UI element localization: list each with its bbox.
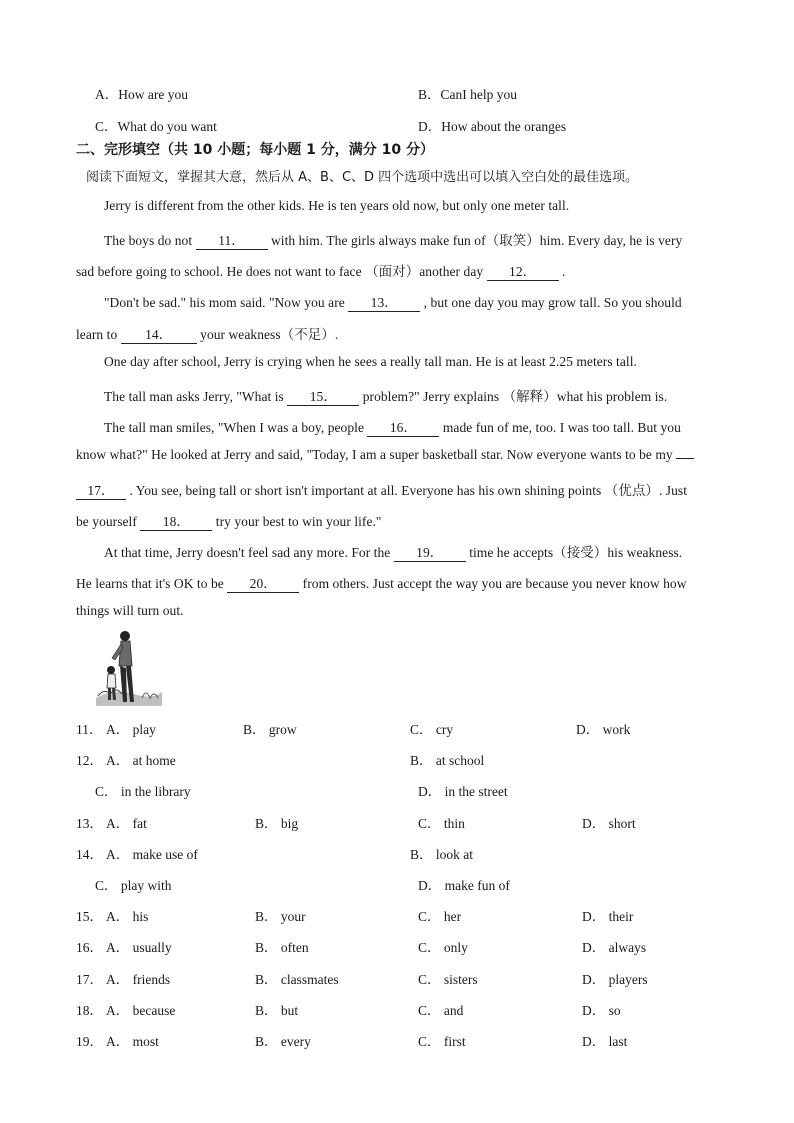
text: know what?" He looked at Jerry and said, "Today, I am a super basketball star. Now everyone wants to be my bbox=[76, 447, 673, 462]
question-number: 11． bbox=[76, 722, 103, 737]
passage-p2-line1 bbox=[104, 229, 682, 250]
choice-a: A． make use of bbox=[106, 846, 198, 862]
blank-18: 18． bbox=[140, 510, 212, 531]
blank-17-start bbox=[676, 458, 694, 459]
text: be yourself bbox=[76, 514, 137, 529]
choice-d: D． make fun of bbox=[418, 878, 510, 893]
option-c: C．What do you want bbox=[95, 119, 217, 134]
choice-c: C． sisters bbox=[418, 971, 478, 987]
choice-b: B． grow bbox=[243, 722, 297, 737]
text: try your best to win your life." bbox=[215, 514, 382, 529]
text: . bbox=[562, 264, 566, 279]
blank-15: 15． bbox=[287, 385, 359, 406]
option-b: B．CanI help you bbox=[418, 87, 517, 102]
text: At that time, Jerry doesn't feel sad any more. For the bbox=[104, 545, 391, 560]
text: . You see, being tall or short isn't important at all. Everyone has his own shining points （优点）. Just bbox=[129, 483, 688, 498]
text: "Don't be sad." his mom said. "Now you are bbox=[104, 295, 345, 310]
blank-16: 16． bbox=[367, 416, 439, 437]
passage-p4: One day after school, Jerry is crying when he sees a really tall man. He is at least 2.25 meters tall. bbox=[104, 354, 637, 369]
choice-b: B． often bbox=[255, 940, 309, 956]
illustration-svg bbox=[94, 628, 164, 708]
text: made fun of me, too. I was too tall. But you bbox=[442, 420, 681, 435]
passage-p1: Jerry is different from the other kids. He is ten years old now, but only one meter tall. bbox=[104, 198, 570, 213]
text: He learns that it's OK to be bbox=[76, 576, 224, 591]
choice-b: B． at school bbox=[410, 753, 485, 769]
passage-p7-line2 bbox=[76, 572, 687, 593]
choice-d: D． work bbox=[576, 722, 631, 737]
blank-12: 12． bbox=[487, 260, 559, 281]
question-number: 17． bbox=[76, 971, 103, 987]
choice-b: B． look at bbox=[410, 846, 473, 862]
text: from others. Just accept the way you are because you never know how bbox=[302, 576, 687, 591]
question-number: 18． bbox=[76, 1002, 103, 1018]
text: The tall man smiles, "When I was a boy, people bbox=[104, 420, 364, 435]
passage-p6-line2 bbox=[76, 447, 694, 463]
passage-p6-line1 bbox=[104, 416, 681, 437]
choice-c: C． play with bbox=[95, 878, 172, 893]
passage-p7-line3: things will turn out. bbox=[76, 603, 184, 618]
question-number: 19． bbox=[76, 1034, 103, 1049]
choice-c: C． only bbox=[418, 940, 468, 956]
text: The boys do not bbox=[104, 233, 193, 248]
section-instruction: 阅读下面短文，掌握其大意，然后从 A、B、C、D 四个选项中选出可以填入空白处的最佳选项。 bbox=[86, 170, 639, 185]
choice-a: A． most bbox=[106, 1034, 159, 1049]
text: , but one day you may grow tall. So you should bbox=[423, 295, 682, 310]
choice-b: B． classmates bbox=[255, 971, 339, 987]
option-a: A．How are you bbox=[95, 87, 188, 102]
choice-c: C． first bbox=[418, 1034, 466, 1049]
passage-p7-line1 bbox=[104, 541, 682, 562]
section-title: 二、完形填空（共 10 小题；每小题 1 分，满分 10 分） bbox=[76, 142, 434, 158]
passage-p5 bbox=[104, 385, 667, 406]
option-d: D．How about the oranges bbox=[418, 119, 567, 134]
passage-p6-line4 bbox=[76, 510, 382, 531]
choice-d: D． so bbox=[582, 1002, 621, 1018]
text: The tall man asks Jerry, "What is bbox=[104, 389, 284, 404]
passage-p3-line1 bbox=[104, 291, 682, 312]
blank-11: 11． bbox=[196, 229, 268, 250]
text: learn to bbox=[76, 327, 118, 342]
blank-14: 14． bbox=[121, 323, 197, 344]
choice-d: D． short bbox=[582, 815, 636, 831]
choice-b: B． every bbox=[255, 1034, 311, 1049]
choice-c: C． and bbox=[418, 1002, 464, 1018]
choice-d: D． last bbox=[582, 1034, 628, 1049]
blank-19: 19． bbox=[394, 541, 466, 562]
blank-17: 17． bbox=[76, 479, 126, 500]
question-number: 13． bbox=[76, 815, 103, 831]
choice-d: D． players bbox=[582, 971, 648, 987]
text: problem?" Jerry explains （解释）what his problem is. bbox=[362, 389, 668, 404]
choice-d: D． their bbox=[582, 909, 634, 925]
question-number: 15． bbox=[76, 909, 103, 925]
choice-a: A． play bbox=[106, 722, 156, 737]
choice-a: A． usually bbox=[106, 940, 172, 956]
text: sad before going to school. He does not want to face （面对）another day bbox=[76, 264, 484, 279]
text: your weakness（不足）. bbox=[200, 327, 339, 342]
choice-c: C． in the library bbox=[95, 784, 191, 800]
text: time he accepts（接受）his weakness. bbox=[469, 545, 683, 560]
passage-p3-line2 bbox=[76, 323, 338, 344]
choice-c: C． cry bbox=[410, 722, 454, 737]
blank-20: 20． bbox=[227, 572, 299, 593]
question-number: 12． bbox=[76, 753, 103, 769]
choice-b: B． your bbox=[255, 909, 306, 925]
choice-c: C． thin bbox=[418, 815, 465, 831]
choice-d: D． in the street bbox=[418, 784, 508, 800]
choice-b: B． big bbox=[255, 815, 299, 831]
choice-a: A． friends bbox=[106, 971, 171, 987]
text: with him. The girls always make fun of（取笑）him. Every day, he is very bbox=[271, 233, 683, 248]
choice-d: D． always bbox=[582, 940, 647, 956]
choice-a: A． fat bbox=[106, 815, 147, 831]
illustration-man-and-boy bbox=[94, 628, 164, 708]
question-number: 14． bbox=[76, 846, 103, 862]
choice-a: A． at home bbox=[106, 753, 176, 769]
choice-a: A． his bbox=[106, 909, 149, 925]
choice-a: A． because bbox=[106, 1002, 176, 1018]
question-number: 16． bbox=[76, 940, 103, 956]
passage-p6-line3 bbox=[76, 479, 687, 500]
blank-13: 13． bbox=[348, 291, 420, 312]
choice-c: C． her bbox=[418, 909, 462, 925]
choice-b: B． but bbox=[255, 1002, 299, 1018]
passage-p2-line2 bbox=[76, 260, 565, 281]
